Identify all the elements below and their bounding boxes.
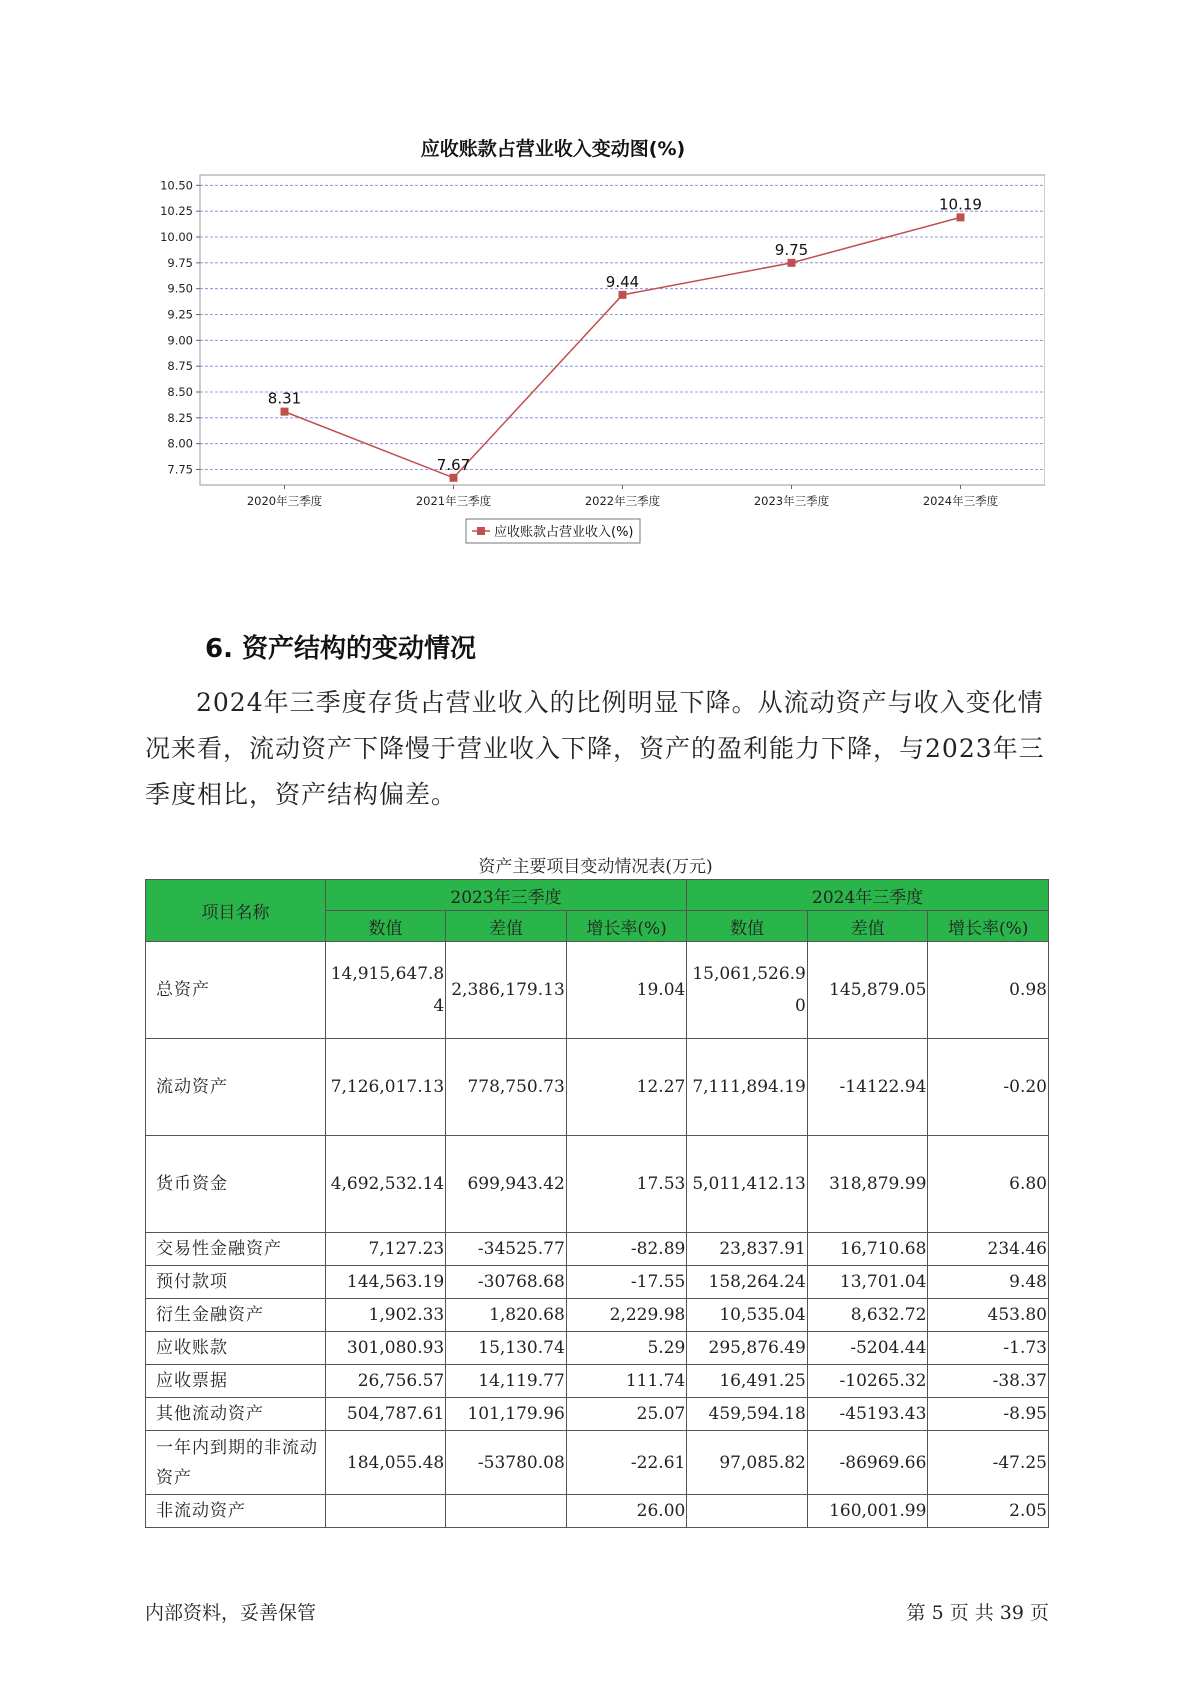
cell-d1: -30768.68 <box>446 1266 567 1299</box>
y-axis-ticks <box>160 178 200 476</box>
cell-d1: 778,750.73 <box>446 1039 567 1136</box>
cell-d2: 16,710.68 <box>807 1233 928 1266</box>
x-tick-label: 2020年三季度 <box>246 494 323 508</box>
header-period-2023: 2023年三季度 <box>325 880 687 911</box>
table-header <box>146 880 1049 942</box>
table-row <box>146 1136 1049 1233</box>
cell-g1: 25.07 <box>566 1398 687 1431</box>
row-item-name: 应收账款 <box>146 1332 326 1365</box>
cell-g1: 111.74 <box>566 1365 687 1398</box>
cell-g2: 9.48 <box>928 1266 1049 1299</box>
table-row <box>146 1299 1049 1332</box>
cell-v1: 144,563.19 <box>325 1266 446 1299</box>
cell-d1: -34525.77 <box>446 1233 567 1266</box>
y-tick-label: 10.00 <box>160 230 193 244</box>
cell-g1: 5.29 <box>566 1332 687 1365</box>
data-point <box>450 474 458 482</box>
cell-d2: -10265.32 <box>807 1365 928 1398</box>
cell-v2: 15,061,526.90 <box>687 942 808 1039</box>
cell-v2: 158,264.24 <box>687 1266 808 1299</box>
y-tick-label: 8.25 <box>167 410 193 425</box>
cell-g1: -22.61 <box>566 1431 687 1495</box>
table-row <box>146 1495 1049 1528</box>
cell-v2: 5,011,412.13 <box>687 1136 808 1233</box>
legend-marker <box>477 527 485 535</box>
data-point <box>957 213 965 221</box>
x-tick-label: 2023年三季度 <box>753 494 830 508</box>
cell-d2: 8,632.72 <box>807 1299 928 1332</box>
cell-g2: 2.05 <box>928 1495 1049 1528</box>
cell-d2: 160,001.99 <box>807 1495 928 1528</box>
cell-g1: 26.00 <box>566 1495 687 1528</box>
row-item-name: 其他流动资产 <box>146 1398 326 1431</box>
receivables-ratio-chart <box>140 135 1045 590</box>
header-growth: 增长率(%) <box>928 911 1049 942</box>
body-paragraph: 2024年三季度存货占营业收入的比例明显下降。从流动资产与收入变化情况来看，流动资产下降慢于营业收入下降，资产的盈利能力下降，与2023年三季度相比，资产结构偏差。 <box>145 688 1045 809</box>
y-tick-label: 8.00 <box>167 436 193 451</box>
legend-label: 应收账款占营业收入(%) <box>494 525 634 540</box>
cell-v1: 14,915,647.84 <box>325 942 446 1039</box>
cell-v2: 7,111,894.19 <box>687 1039 808 1136</box>
header-diff: 差值 <box>446 911 567 942</box>
data-point <box>788 259 796 267</box>
data-label: 9.75 <box>774 240 809 259</box>
y-tick-label: 9.00 <box>167 333 193 348</box>
cell-g2: 453.80 <box>928 1299 1049 1332</box>
table-row <box>146 1398 1049 1431</box>
cell-g1: 12.27 <box>566 1039 687 1136</box>
cell-g2: 0.98 <box>928 942 1049 1039</box>
cell-v1: 4,692,532.14 <box>325 1136 446 1233</box>
cell-g2: -0.20 <box>928 1039 1049 1136</box>
cell-d2: 145,879.05 <box>807 942 928 1039</box>
cell-v1 <box>325 1495 446 1528</box>
cell-d1: 101,179.96 <box>446 1398 567 1431</box>
cell-d2: 13,701.04 <box>807 1266 928 1299</box>
chart-title: 应收账款占营业收入变动图(%) <box>420 138 686 160</box>
y-tick-label: 8.75 <box>167 359 193 374</box>
cell-v2: 23,837.91 <box>687 1233 808 1266</box>
chart-svg <box>140 135 1045 590</box>
cell-d2: 318,879.99 <box>807 1136 928 1233</box>
row-item-name: 衍生金融资产 <box>146 1299 326 1332</box>
table-caption: 资产主要项目变动情况表(万元) <box>478 857 713 877</box>
cell-g2: 234.46 <box>928 1233 1049 1266</box>
cell-d2: -14122.94 <box>807 1039 928 1136</box>
header-diff: 差值 <box>807 911 928 942</box>
y-tick-label: 9.50 <box>167 281 193 296</box>
cell-g2: -1.73 <box>928 1332 1049 1365</box>
table-row <box>146 942 1049 1039</box>
y-tick-label: 7.75 <box>167 462 193 477</box>
cell-d2: -45193.43 <box>807 1398 928 1431</box>
cell-d1: 15,130.74 <box>446 1332 567 1365</box>
cell-d1 <box>446 1495 567 1528</box>
section-heading: 6. 资产结构的变动情况 <box>205 634 477 664</box>
table-row <box>146 1233 1049 1266</box>
x-axis-ticks <box>247 485 999 508</box>
y-tick-label: 9.25 <box>167 307 193 322</box>
footer-page-number: 第 5 页 共 39 页 <box>906 1602 1049 1624</box>
data-label: 9.44 <box>605 272 640 291</box>
x-tick-label: 2021年三季度 <box>415 494 492 508</box>
plot-area <box>200 175 1045 485</box>
cell-v2: 295,876.49 <box>687 1332 808 1365</box>
cell-v1: 504,787.61 <box>325 1398 446 1431</box>
cell-v2: 459,594.18 <box>687 1398 808 1431</box>
table-body <box>146 942 1049 1528</box>
row-item-name: 一年内到期的非流动资产 <box>146 1431 326 1495</box>
cell-d2: -5204.44 <box>807 1332 928 1365</box>
cell-v1: 26,756.57 <box>325 1365 446 1398</box>
header-period-2024: 2024年三季度 <box>687 880 1049 911</box>
cell-v1: 184,055.48 <box>325 1431 446 1495</box>
cell-v2: 10,535.04 <box>687 1299 808 1332</box>
cell-g2: -47.25 <box>928 1431 1049 1495</box>
cell-v1: 301,080.93 <box>325 1332 446 1365</box>
header-item-name: 项目名称 <box>146 880 326 942</box>
y-tick-label: 9.75 <box>167 255 193 270</box>
cell-d1: -53780.08 <box>446 1431 567 1495</box>
cell-v2: 16,491.25 <box>687 1365 808 1398</box>
header-value: 数值 <box>325 911 446 942</box>
table-row <box>146 1431 1049 1495</box>
asset-change-table <box>145 879 1049 1528</box>
header-growth: 增长率(%) <box>566 911 687 942</box>
cell-g2: -8.95 <box>928 1398 1049 1431</box>
table-row <box>146 1332 1049 1365</box>
data-label: 10.19 <box>939 195 982 214</box>
cell-g2: -38.37 <box>928 1365 1049 1398</box>
row-item-name: 应收票据 <box>146 1365 326 1398</box>
cell-d1: 1,820.68 <box>446 1299 567 1332</box>
data-point <box>281 408 289 416</box>
cell-g1: -82.89 <box>566 1233 687 1266</box>
cell-g1: -17.55 <box>566 1266 687 1299</box>
cell-v2 <box>687 1495 808 1528</box>
row-item-name: 预付款项 <box>146 1266 326 1299</box>
row-item-name: 货币资金 <box>146 1136 326 1233</box>
table-row <box>146 1266 1049 1299</box>
y-tick-label: 8.50 <box>167 385 193 399</box>
cell-v2: 97,085.82 <box>687 1431 808 1495</box>
table-row <box>146 1039 1049 1136</box>
cell-v1: 1,902.33 <box>325 1299 446 1332</box>
data-point <box>619 291 627 299</box>
data-label: 8.31 <box>267 389 302 408</box>
footer-confidential-note: 内部资料，妥善保管 <box>145 1602 317 1624</box>
cell-g2: 6.80 <box>928 1136 1049 1233</box>
table-row <box>146 1365 1049 1398</box>
cell-g1: 19.04 <box>566 942 687 1039</box>
cell-v1: 7,127.23 <box>325 1233 446 1266</box>
y-tick-label: 10.25 <box>160 204 193 219</box>
legend <box>466 519 640 543</box>
cell-d1: 14,119.77 <box>446 1365 567 1398</box>
cell-d1: 2,386,179.13 <box>446 942 567 1039</box>
row-item-name: 流动资产 <box>146 1039 326 1136</box>
cell-d2: -86969.66 <box>807 1431 928 1495</box>
cell-d1: 699,943.42 <box>446 1136 567 1233</box>
row-item-name: 非流动资产 <box>146 1495 326 1528</box>
cell-g1: 17.53 <box>566 1136 687 1233</box>
header-value: 数值 <box>687 911 808 942</box>
x-tick-label: 2024年三季度 <box>922 494 999 508</box>
y-tick-label: 10.50 <box>160 178 193 193</box>
cell-v1: 7,126,017.13 <box>325 1039 446 1136</box>
cell-g1: 2,229.98 <box>566 1299 687 1332</box>
x-tick-label: 2022年三季度 <box>584 494 661 508</box>
row-item-name: 交易性金融资产 <box>146 1233 326 1266</box>
data-label: 7.67 <box>436 455 471 474</box>
row-item-name: 总资产 <box>146 942 326 1039</box>
